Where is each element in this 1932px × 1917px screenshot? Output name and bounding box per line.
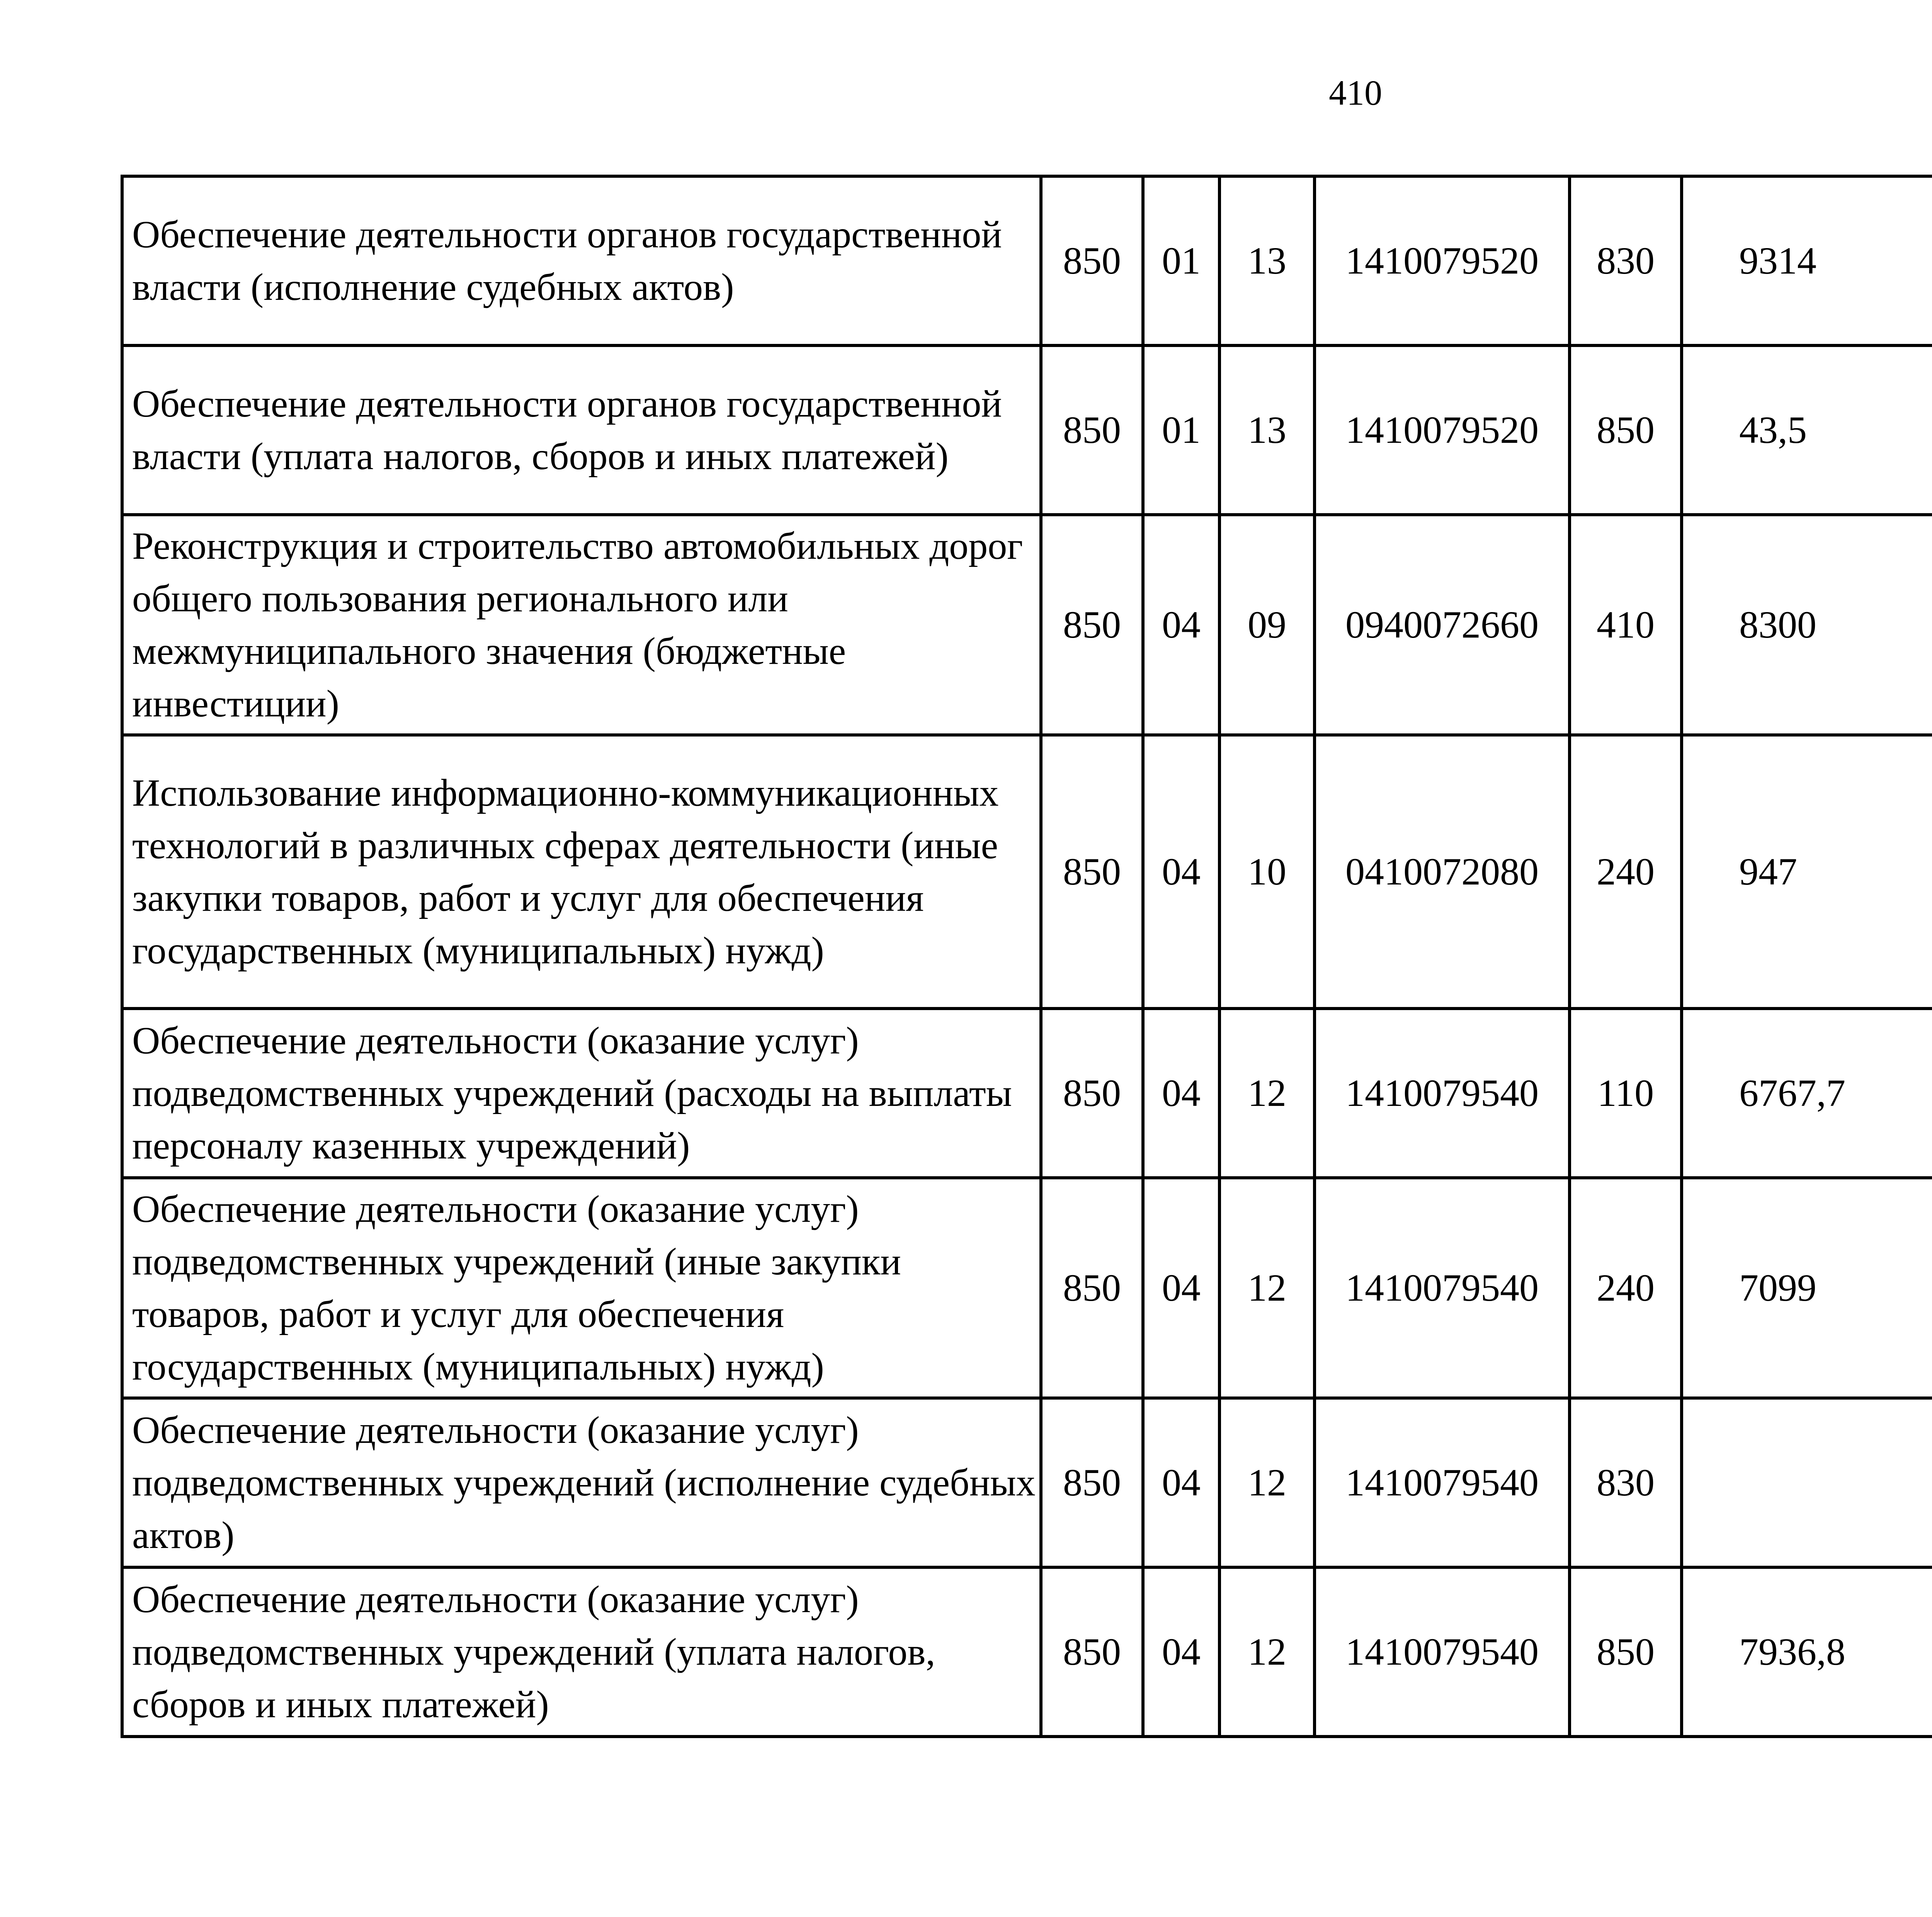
amount-1: 7936,8 — [1682, 1567, 1932, 1737]
section-code: 01 — [1143, 176, 1219, 345]
expense-type-code: 830 — [1570, 1398, 1682, 1567]
expense-type-code: 240 — [1570, 735, 1682, 1009]
ministry-code: 850 — [1041, 1567, 1143, 1737]
row-description: Обеспечение деятельности органов государственной власти (исполнение судебных актов) — [122, 176, 1041, 345]
target-article-code: 1410079520 — [1315, 345, 1570, 515]
row-description: Обеспечение деятельности (оказание услуг) подведомственных учреждений (расходы на выплаты персоналу казенных учреждений) — [122, 1009, 1041, 1178]
target-article-code: 1410079540 — [1315, 1009, 1570, 1178]
subsection-code: 12 — [1219, 1567, 1315, 1737]
table-row — [122, 1178, 1932, 1398]
budget-table — [121, 175, 1932, 1738]
amount-1: 947 — [1682, 735, 1932, 1009]
target-article-code: 0410072080 — [1315, 735, 1570, 1009]
ministry-code: 850 — [1041, 345, 1143, 515]
row-description: Реконструкция и строительство автомобильных дорог общего пользования регионального или межмуниципального значения (бюджетные инвестиции) — [122, 515, 1041, 735]
expense-type-code: 110 — [1570, 1009, 1682, 1178]
section-code: 01 — [1143, 345, 1219, 515]
target-article-code: 1410079540 — [1315, 1178, 1570, 1398]
target-article-code: 1410079520 — [1315, 176, 1570, 345]
section-code: 04 — [1143, 1009, 1219, 1178]
section-code: 04 — [1143, 735, 1219, 1009]
ministry-code: 850 — [1041, 176, 1143, 345]
row-description: Обеспечение деятельности (оказание услуг) подведомственных учреждений (исполнение судебных актов) — [122, 1398, 1041, 1567]
row-description: Использование информационно-коммуникационных технологий в различных сферах деятельности (иные закупки товаров, работ и услуг для обеспечения государственных (муниципальных) нужд) — [122, 735, 1041, 1009]
expense-type-code: 830 — [1570, 176, 1682, 345]
ministry-code: 850 — [1041, 1398, 1143, 1567]
expense-type-code: 410 — [1570, 515, 1682, 735]
target-article-code: 1410079540 — [1315, 1398, 1570, 1567]
subsection-code: 13 — [1219, 176, 1315, 345]
table-row — [122, 1009, 1932, 1178]
table-row — [122, 735, 1932, 1009]
amount-1: 8300 — [1682, 515, 1932, 735]
amount-1: 7099 — [1682, 1178, 1932, 1398]
amount-1: 9314 — [1682, 176, 1932, 345]
page-number: 410 — [1329, 73, 1382, 112]
expense-type-code: 850 — [1570, 345, 1682, 515]
row-description: Обеспечение деятельности органов государственной власти (уплата налогов, сборов и иных платежей) — [122, 345, 1041, 515]
row-description: Обеспечение деятельности (оказание услуг) подведомственных учреждений (иные закупки товаров, работ и услуг для обеспечения государственных (муниципальных) нужд) — [122, 1178, 1041, 1398]
table-row — [122, 1398, 1932, 1567]
amount-1: 43,5 — [1682, 345, 1932, 515]
ministry-code: 850 — [1041, 1178, 1143, 1398]
subsection-code: 10 — [1219, 735, 1315, 1009]
section-code: 04 — [1143, 1398, 1219, 1567]
table-row — [122, 1567, 1932, 1737]
expense-type-code: 240 — [1570, 1178, 1682, 1398]
target-article-code: 1410079540 — [1315, 1567, 1570, 1737]
section-code: 04 — [1143, 1567, 1219, 1737]
amount-1: 6767,7 — [1682, 1009, 1932, 1178]
ministry-code: 850 — [1041, 1009, 1143, 1178]
table-row — [122, 345, 1932, 515]
subsection-code: 12 — [1219, 1178, 1315, 1398]
amount-1 — [1682, 1398, 1932, 1567]
row-description: Обеспечение деятельности (оказание услуг) подведомственных учреждений (уплата налогов, сборов и иных платежей) — [122, 1567, 1041, 1737]
subsection-code: 12 — [1219, 1398, 1315, 1567]
ministry-code: 850 — [1041, 735, 1143, 1009]
expense-type-code: 850 — [1570, 1567, 1682, 1737]
subsection-code: 12 — [1219, 1009, 1315, 1178]
table-row — [122, 176, 1932, 345]
subsection-code: 09 — [1219, 515, 1315, 735]
ministry-code: 850 — [1041, 515, 1143, 735]
section-code: 04 — [1143, 1178, 1219, 1398]
table-row — [122, 515, 1932, 735]
section-code: 04 — [1143, 515, 1219, 735]
subsection-code: 13 — [1219, 345, 1315, 515]
target-article-code: 0940072660 — [1315, 515, 1570, 735]
